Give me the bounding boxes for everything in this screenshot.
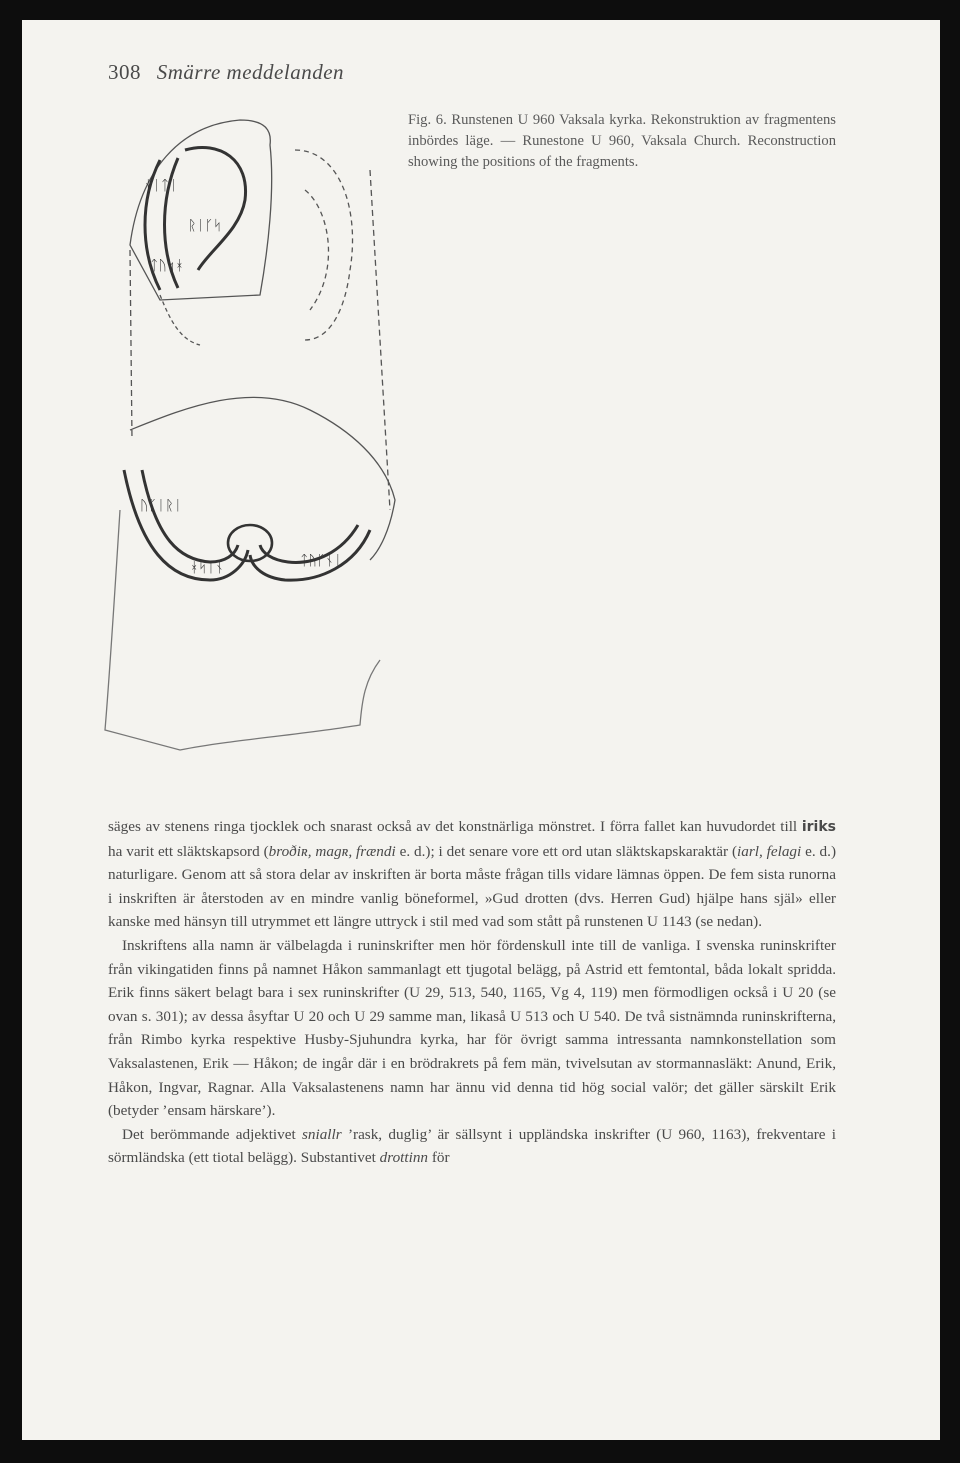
italic-term: sniallr: [301, 1125, 342, 1143]
figure-rune-row: ᚱᛁᚴᛋ: [188, 218, 222, 234]
figure-rune-row: ᚼᛋᛁᚾ: [190, 560, 224, 576]
body-paragraph: [108, 934, 836, 1123]
figure-rune-row: ᛏᚢᚴᚾᛁ: [300, 553, 342, 569]
italic-term: drottinn: [379, 1149, 429, 1167]
italic-term: iarl, felagi: [737, 842, 802, 860]
text-run: ha varit ett släktskapsord (: [108, 842, 269, 860]
text-run: ’rask, duglig’ är sällsynt i uppländska inskrifter (U 960, 1163), frekventare i sörmländska (ett tiotal belägg). Substantivet: [108, 1125, 837, 1167]
italic-term: broðiʀ, magʀ, frændi: [268, 842, 396, 860]
text-run: Det berömmande adjektivet: [122, 1125, 302, 1143]
text-run: e. d.); i det senare vore ett ord utan släktskapskaraktär (: [395, 842, 738, 860]
runestone-figure: [100, 110, 400, 760]
body-text: [108, 815, 836, 1170]
page-number: 308: [108, 60, 141, 84]
spaced-rune-word: iriks: [801, 819, 836, 835]
running-title: Smärre meddelanden: [156, 60, 345, 84]
runestone-drawing-icon: [100, 110, 400, 760]
text-run: för: [428, 1149, 450, 1167]
figure-caption: Fig. 6. Runstenen U 960 Vaksala kyrka. Rekonstruktion av fragmentens inbördes läge. — Runestone U 960, Vaksala Church. Reconstruction showing the positions of the fragments.: [408, 112, 836, 170]
figure-rune-row: ᚢᚴᛁᚱᛁ: [140, 498, 182, 514]
figure-rune-row: ᚾᛁᛏᛁ: [144, 178, 178, 194]
text-run: Inskriftens alla namn är välbelagda i runinskrifter men hör fördenskull inte till de vanliga. I svenska runinskrifter från vikingatiden finns på namnet Håkon sammanlagt ett tjugotal belägg, på Astrid ett femtontal, båda lokalt spridda. Erik finns säkert belagt bara i sex runinskrifter (U 29, 513, 540, 1165, Vg 4, 119) men förmodligen också i U 20 (se ovan s. 301); av dessa åsyftar U 20 och U 29 samme man, likaså U 513 och U 540. De två sistnämnda runinskrifterna, från Rimbo kyrka respektive Husby-Sjuhundra kyrka, har för övrigt samma intressanta namnkonstellation som Vaksalastenen, Erik — Håkon; de ingår där i en brödrakrets på fem män, tvivelsutan av stormannasläkt: Anund, Erik, Håkon, Ingvar, Ragnar. Alla Vaksalastenens namn har ännu vid denna tid hög social valör; det gäller särskilt Erik (betyder ’ensam härskare’).: [108, 936, 836, 1120]
figure-rune-row: ᛏᚢᛋᚼ: [150, 258, 184, 274]
body-paragraph: [108, 1123, 836, 1170]
running-header: [108, 60, 344, 85]
text-run: e. d.) naturligare. Genom att så stora delar av inskriften är borta måste frågan tills vidare lämnas öppen. De fem sista runorna i inskriften är återstoden av en mindre vanlig böneformel, »Gud drotten (dvs. Herren Gud) hjälpe hans själ» eller kanske med hänsyn till utrymmet ett längre uttryck i stil med vad som stått på runstenen U 1143 (se nedan).: [108, 842, 836, 931]
text-run: säges av stenens ringa tjocklek och snarast också av det konstnärliga mönstret. I förra fallet kan huvudordet till: [108, 818, 802, 835]
body-paragraph: [108, 815, 836, 934]
